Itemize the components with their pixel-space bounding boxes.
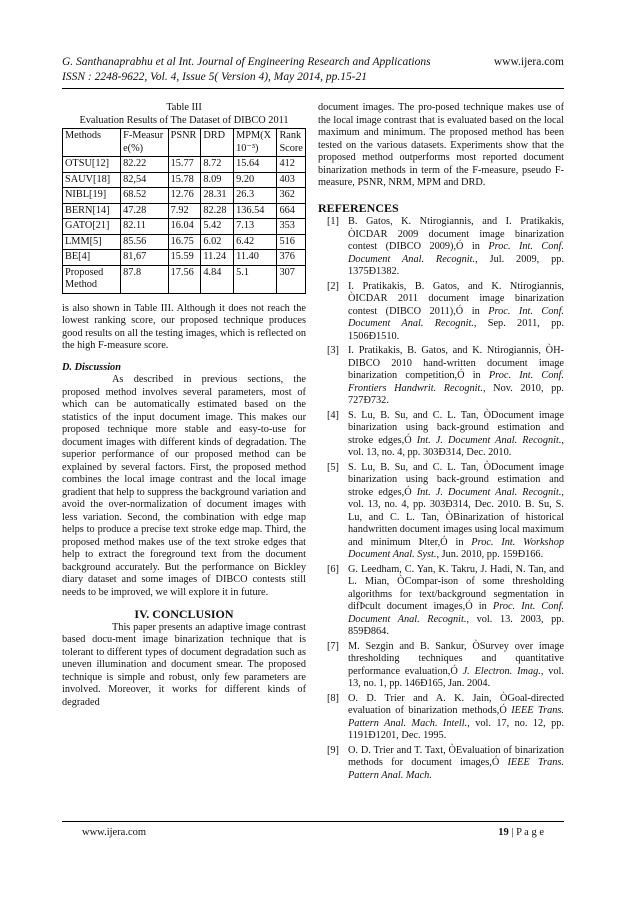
table-cell: 516 bbox=[277, 234, 306, 250]
reference-number: [2] bbox=[326, 280, 339, 292]
table-cell: SAUV[18] bbox=[63, 172, 121, 188]
reference-number: [8] bbox=[326, 692, 339, 704]
footer-rule bbox=[62, 821, 564, 822]
reference-number: [9] bbox=[326, 744, 339, 756]
results-table bbox=[62, 128, 306, 294]
table-cell: OTSU[12] bbox=[63, 157, 121, 173]
left-column bbox=[62, 102, 306, 709]
reference-text bbox=[348, 281, 564, 344]
reference-segment: G. Leedham, C. Yan, K. Takru, J. Hadi, N. Tan, and L. Mian, ÒCompar-ison of some thresholding algorithms for text/background segmentation in difÞcult document images,Ó in bbox=[348, 563, 564, 612]
paragraph: This paper presents an adaptive image contrast based docu-ment image binarization technique that is tolerant to different types of document degradation such as uneven illumination and document smear. The proposed technique is simple and robust, only few parameters are involved. Moreover, it works for different kinds of degraded bbox=[62, 621, 306, 708]
reference-item bbox=[318, 462, 564, 562]
table-cell: 17.56 bbox=[168, 265, 201, 293]
reference-item bbox=[318, 693, 564, 743]
reference-item bbox=[318, 745, 564, 783]
reference-venue: Proc. Int. Conf. Document Anal. Recognit. bbox=[348, 241, 564, 265]
page-number-suffix: | P a g e bbox=[508, 827, 544, 838]
table-header-cell: Rank Score bbox=[277, 129, 306, 157]
reference-segment: , vol. 13, no. 4, pp. 303Ð314, Dec. 2010. bbox=[348, 434, 564, 458]
table-cell: 353 bbox=[277, 219, 306, 235]
table-header-cell: Methods bbox=[63, 129, 121, 157]
table-cell: BE[4] bbox=[63, 250, 121, 266]
reference-item bbox=[318, 281, 564, 344]
table-caption-number: Table III bbox=[166, 102, 202, 113]
reference-venue: Proc. Int. Conf. Document Anal. Recognit. bbox=[348, 601, 564, 625]
reference-number: [5] bbox=[326, 461, 339, 473]
reference-text bbox=[348, 641, 564, 691]
reference-list bbox=[318, 216, 564, 782]
reference-venue: IEEE Trans. Pattern Anal. Mach. Intell. bbox=[348, 705, 564, 729]
reference-text bbox=[348, 693, 564, 743]
table-row bbox=[63, 172, 306, 188]
table-cell: 85.56 bbox=[121, 234, 169, 250]
table-header-cell: F-Measure(%) bbox=[121, 129, 169, 157]
journal-title: G. Santhanaprabhu et al Int. Journal of Engineering Research and Applications bbox=[62, 56, 431, 68]
paragraph: As described in previous sections, the proposed method involves several parameters, most of which can be automatically estimated based on the statistics of the input document image. This makes our proposed technique more stable and easy-to-use for document images with different kinds of degradation. The superior performance of our proposed method can be explained by several factors. First, the proposed method combines the local image contrast and the local image gradient that help to suppress the background variation and avoid the over-normalization of document images with less variation. Second, the combination with edge map helps to produce a precise text stroke edge map. Third, the proposed method makes use of the text stroke edges that help to extract the foreground text from the document background accurately. But the performance on Bickley diary dataset and some images of DIBCO contests still needs to be improved, we will explore it in future. bbox=[62, 374, 306, 598]
running-header bbox=[62, 55, 564, 85]
reference-segment: , Nov. 2010, pp. 727Ð732. bbox=[348, 382, 565, 406]
table-row bbox=[63, 219, 306, 235]
reference-text bbox=[348, 216, 564, 279]
conclusion-heading: IV. CONCLUSION bbox=[134, 607, 234, 621]
table-cell: 82.22 bbox=[121, 157, 169, 173]
header-rule bbox=[62, 88, 564, 89]
table-cell: 68.52 bbox=[121, 188, 169, 204]
reference-venue: Int. J. Document Anal. Recognit. bbox=[416, 486, 562, 498]
reference-segment: S. Lu, B. Su, and C. L. Tan, ÒDocument image binarization using back-ground estimation and stroke edges,Ó bbox=[348, 461, 564, 498]
reference-segment: O. D. Trier and A. K. Jain, ÒGoal-directed evaluation of binarization methods,Ó bbox=[348, 692, 564, 716]
table-cell: 47.28 bbox=[121, 203, 169, 219]
reference-segment: , vol. 17, no. 12, pp. 1191Ð1201, Dec. 1995. bbox=[348, 717, 564, 741]
table-cell: LMM[5] bbox=[63, 234, 121, 250]
table-cell: 26.3 bbox=[234, 188, 277, 204]
table-header-cell: DRD bbox=[201, 129, 234, 157]
table-row bbox=[63, 188, 306, 204]
table-cell: 82.28 bbox=[201, 203, 234, 219]
reference-text bbox=[348, 462, 564, 562]
table-header-row bbox=[63, 129, 306, 157]
reference-number: [6] bbox=[326, 563, 339, 575]
table-cell: 412 bbox=[277, 157, 306, 173]
table-cell: 8.09 bbox=[201, 172, 234, 188]
table-cell: 7.13 bbox=[234, 219, 277, 235]
table-cell: 403 bbox=[277, 172, 306, 188]
table-row bbox=[63, 250, 306, 266]
table-cell: Proposed Method bbox=[63, 265, 121, 293]
reference-segment: , Jul. 2009, pp. 1375Ð1382. bbox=[348, 253, 564, 277]
table-cell: 15.78 bbox=[168, 172, 201, 188]
table-row bbox=[63, 203, 306, 219]
reference-segment: , vol. 13, no. 1, pp. 146Ð165, Jan. 2004. bbox=[348, 665, 564, 689]
page-footer bbox=[62, 824, 564, 841]
table-cell: 87.8 bbox=[121, 265, 169, 293]
table-cell: 8.72 bbox=[201, 157, 234, 173]
issn-line: ISSN : 2248-9622, Vol. 4, Issue 5( Version 4), May 2014, pp.15-21 bbox=[62, 71, 368, 83]
reference-segment: M. Sezgin and B. Sankur, ÒSurvey over image thresholding techniques and quantitative performance evaluation,Ó bbox=[348, 640, 564, 677]
table-cell: 5.42 bbox=[201, 219, 234, 235]
reference-number: [1] bbox=[326, 216, 339, 227]
reference-venue: Int. J. Document Anal. Recognit. bbox=[416, 434, 562, 446]
reference-text bbox=[348, 410, 564, 460]
reference-segment: , Jun. 2010, pp. 159Ð166. bbox=[436, 549, 544, 560]
reference-segment: I. Pratikakis, B. Gatos, and K. Ntirogiannis, ÒH-DIBCO 2010 hand-written document image binarization competition,Ó in bbox=[348, 345, 564, 381]
paragraph: document images. The pro-posed technique makes use of the local image contrast that is evaluated based on the local maximum and minimum. The proposed method has been tested on the various datasets. Experiments show that the proposed method outperforms most reported document binarization methods in term of the F-measure, pseudo F-measure, PSNR, NRM, MPM and DRD. bbox=[318, 102, 564, 188]
table-row bbox=[63, 157, 306, 173]
table-cell: BERN[14] bbox=[63, 203, 121, 219]
table-cell: 82,54 bbox=[121, 172, 169, 188]
page-number-value: 19 bbox=[498, 827, 509, 838]
table-cell: 11.24 bbox=[201, 250, 234, 266]
table-header-cell: MPM(X10⁻³) bbox=[234, 129, 277, 157]
table-cell: 664 bbox=[277, 203, 306, 219]
reference-number: [3] bbox=[326, 345, 339, 356]
reference-item bbox=[318, 641, 564, 691]
footer-url[interactable]: www.ijera.com bbox=[82, 827, 147, 838]
reference-item bbox=[318, 564, 564, 639]
reference-segment: B. Gatos, K. Ntirogiannis, and I. Pratikakis, ÒICDAR 2009 document image binarization contest (DIBCO 2009),Ó in bbox=[348, 216, 564, 252]
table-cell: 12.76 bbox=[168, 188, 201, 204]
right-column bbox=[318, 102, 564, 784]
reference-segment: S. Lu, B. Su, and C. L. Tan, ÒDocument image binarization using back-ground estimation and stroke edges,Ó bbox=[348, 409, 564, 446]
table-cell: 28.31 bbox=[201, 188, 234, 204]
table-cell: 82.11 bbox=[121, 219, 169, 235]
table-cell: 7.92 bbox=[168, 203, 201, 219]
reference-item bbox=[318, 410, 564, 460]
reference-segment: , vol. 13. 2003, pp. 859Ð864. bbox=[348, 613, 564, 637]
reference-text bbox=[348, 345, 564, 408]
table-cell: 15.77 bbox=[168, 157, 201, 173]
table-cell: 307 bbox=[277, 265, 306, 293]
header-url[interactable]: www.ijera.com bbox=[493, 56, 564, 68]
reference-venue: Proc. Int. Conf. Document Anal. Recognit. bbox=[348, 305, 564, 329]
table-cell: NIBL[19] bbox=[63, 188, 121, 204]
table-cell: 136.54 bbox=[234, 203, 277, 219]
reference-item bbox=[318, 345, 564, 408]
table-cell: 16.75 bbox=[168, 234, 201, 250]
reference-segment: , vol. 13, no. 4, pp. 303Ð314, Dec. 2010. B. Su, S. Lu, and C. L. Tan, ÒBinarization of historical handwritten document images using local maximum and minimum Þlter,Ó in bbox=[348, 486, 564, 548]
reference-venue: Proc. Int. Workshop Document Anal. Syst. bbox=[348, 536, 564, 560]
references-heading: REFERENCES bbox=[318, 200, 399, 215]
reference-segment: O. D. Trier and T. Taxt, ÒEvaluation of binarization methods for document images,Ó bbox=[348, 744, 564, 768]
table-cell: 11.40 bbox=[234, 250, 277, 266]
reference-segment: , Sep. 2011, pp. 1506Ð1510. bbox=[348, 318, 564, 342]
reference-text bbox=[348, 564, 564, 639]
reference-venue: IEEE Trans. Pattern Anal. Mach. bbox=[348, 757, 564, 781]
reference-number: [7] bbox=[326, 640, 339, 652]
reference-number: [4] bbox=[326, 409, 339, 421]
reference-venue: Proc. Int. Conf. Frontiers Handwrit. Recognit. bbox=[348, 370, 564, 394]
table-cell: 81,67 bbox=[121, 250, 169, 266]
table-cell: 16.04 bbox=[168, 219, 201, 235]
table-cell: 6.42 bbox=[234, 234, 277, 250]
reference-text bbox=[348, 745, 564, 783]
reference-segment: I. Pratikakis, B. Gatos, and K. Ntirogiannis, ÒICDAR 2011 document image binarization contest (DIBCO 2011),Ó in bbox=[348, 280, 564, 317]
table-cell: 4.84 bbox=[201, 265, 234, 293]
table-cell: 9.20 bbox=[234, 172, 277, 188]
table-cell: 362 bbox=[277, 188, 306, 204]
table-cell: 6.02 bbox=[201, 234, 234, 250]
table-row bbox=[63, 234, 306, 250]
table-row bbox=[63, 265, 306, 293]
table-cell: 15.64 bbox=[234, 157, 277, 173]
page-number bbox=[498, 827, 544, 838]
table-cell: 376 bbox=[277, 250, 306, 266]
table-caption: Evaluation Results of The Dataset of DIBCO 2011 bbox=[79, 114, 289, 126]
paragraph: is also shown in Table III. Although it does not reach the lowest ranking score, our proposed technique produces good results on all the testing images, which is reflected on the high F-measure score. bbox=[62, 302, 306, 351]
table-cell: 15.59 bbox=[168, 250, 201, 266]
reference-venue: J. Electron. Imag. bbox=[462, 665, 541, 677]
discussion-heading: D. Discussion bbox=[62, 361, 121, 373]
table-cell: 5.1 bbox=[234, 265, 277, 293]
table-header-cell: PSNR bbox=[168, 129, 201, 157]
reference-item bbox=[318, 216, 564, 279]
table-cell: GATO[21] bbox=[63, 219, 121, 235]
